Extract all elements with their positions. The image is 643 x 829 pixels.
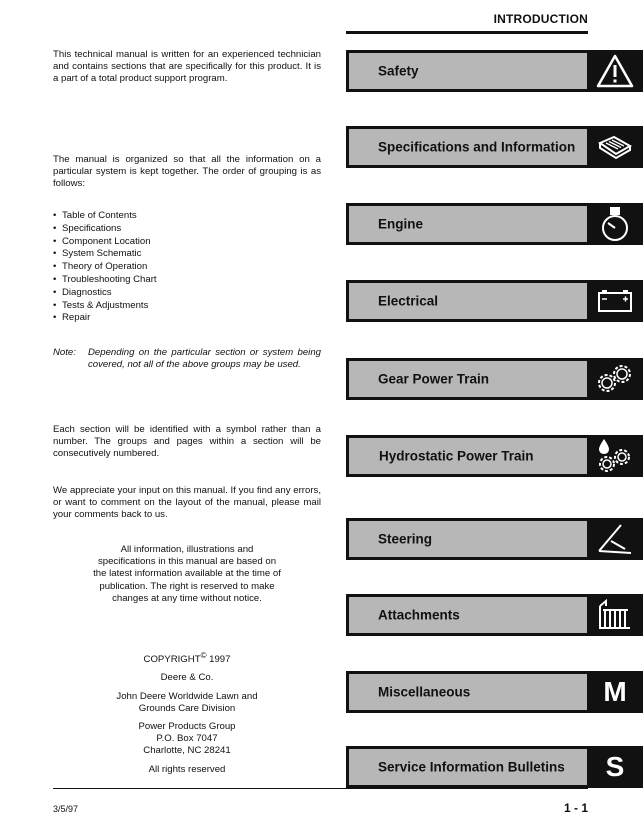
section-tab-label: Specifications and Information xyxy=(378,139,576,155)
section-tab-miscellaneous[interactable] xyxy=(346,671,643,713)
footer-date: 3/5/97 xyxy=(53,804,79,814)
division-line: John Deere Worldwide Lawn and xyxy=(116,690,258,702)
disclaimer-block xyxy=(53,544,321,605)
note-text: Depending on the particular section or system being covered, not all of the above groups may be used. xyxy=(88,347,321,371)
gears-icon xyxy=(587,358,643,400)
section-tab-attachments[interactable] xyxy=(346,594,643,636)
rights-line: All rights reserved xyxy=(148,763,226,775)
steering-icon xyxy=(587,518,643,560)
grouping-list-item: • Specifications xyxy=(53,223,321,236)
footer-rule xyxy=(53,788,588,789)
intro-paragraph: This technical manual is written for an experienced technician and contains sections that are specifically for this product. It is a part of a total product support program. xyxy=(53,49,321,85)
grouping-list-item: • Troubleshooting Chart xyxy=(53,274,321,287)
section-tab-label: Attachments xyxy=(378,607,460,623)
grouping-list-item: • Component Location xyxy=(53,236,321,249)
section-tab-label: Electrical xyxy=(378,293,439,309)
section-tab-steering[interactable] xyxy=(346,518,643,560)
feedback-paragraph: We appreciate your input on this manual. If you find any errors, or want to comment on the layout of the manual, please mail your comments back to us. xyxy=(53,485,321,521)
section-tab-safety[interactable] xyxy=(346,50,643,92)
section-tab-hydrostatic-power-train[interactable] xyxy=(346,435,643,477)
section-tab-engine[interactable] xyxy=(346,203,643,245)
copyright-line: COPYRIGHT© 1997 xyxy=(143,651,231,666)
section-tab-gear-power-train[interactable] xyxy=(346,358,643,400)
letter-s-icon: S xyxy=(605,751,625,782)
division-line: Grounds Care Division xyxy=(138,702,236,714)
grouping-list-item: • Diagnostics xyxy=(53,287,321,300)
section-tab-label: Engine xyxy=(378,216,424,232)
po-box: P.O. Box 7047 xyxy=(156,733,218,745)
section-tab-service-information-bulletins[interactable] xyxy=(346,746,643,788)
copyright-block xyxy=(53,650,321,782)
note-label: Note: xyxy=(53,347,76,358)
battery-icon xyxy=(587,280,643,322)
header-rule xyxy=(346,31,588,34)
section-tab-label: Service Information Bulletins xyxy=(378,759,565,775)
page-header-title: INTRODUCTION xyxy=(493,12,588,26)
open-book-icon xyxy=(587,126,643,168)
grouping-list-item: • System Schematic xyxy=(53,248,321,261)
organized-paragraph: The manual is organized so that all the information on a particular system is kept together. The order of grouping is as follows: xyxy=(53,154,321,190)
grouping-list-item: • Theory of Operation xyxy=(53,261,321,274)
grouping-list-item: • Table of Contents xyxy=(53,210,321,223)
grouping-list-item: • Repair xyxy=(53,312,321,325)
attachment-icon xyxy=(587,594,643,636)
section-tab-label: Hydrostatic Power Train xyxy=(379,448,534,464)
disclaimer-line: changes at any time without notice. xyxy=(112,592,262,604)
letter-m-icon: M xyxy=(603,676,627,707)
grouping-list-item: • Tests & Adjustments xyxy=(53,300,321,313)
disclaimer-line: the latest information available at the time of xyxy=(93,568,281,580)
section-tab-electrical[interactable] xyxy=(346,280,643,322)
oil-drop-gears-icon xyxy=(587,435,643,477)
disclaimer-line: specifications in this manual are based on xyxy=(97,556,277,568)
section-tab-label: Steering xyxy=(378,531,433,547)
note-block xyxy=(53,347,321,371)
disclaimer-line: All information, illustrations and xyxy=(120,544,254,555)
disclaimer-line: publication. The right is reserved to make xyxy=(99,580,275,592)
page-number: 1 - 1 xyxy=(563,801,588,815)
grouping-list xyxy=(53,210,321,325)
section-tab-label: Gear Power Train xyxy=(378,371,490,387)
symbol-paragraph: Each section will be identified with a symbol rather than a number. The groups and pages within a section will be consecutively numbered. xyxy=(53,424,321,460)
engine-gauge-icon xyxy=(587,203,643,245)
section-tab-specifications[interactable] xyxy=(346,126,643,168)
section-tab-label: Miscellaneous xyxy=(378,684,471,700)
company-name: Deere & Co. xyxy=(160,672,214,684)
city-line: Charlotte, NC 28241 xyxy=(143,745,231,757)
warning-triangle-icon xyxy=(587,50,643,92)
group-name: Power Products Group xyxy=(138,721,236,732)
section-tab-label: Safety xyxy=(378,63,419,79)
